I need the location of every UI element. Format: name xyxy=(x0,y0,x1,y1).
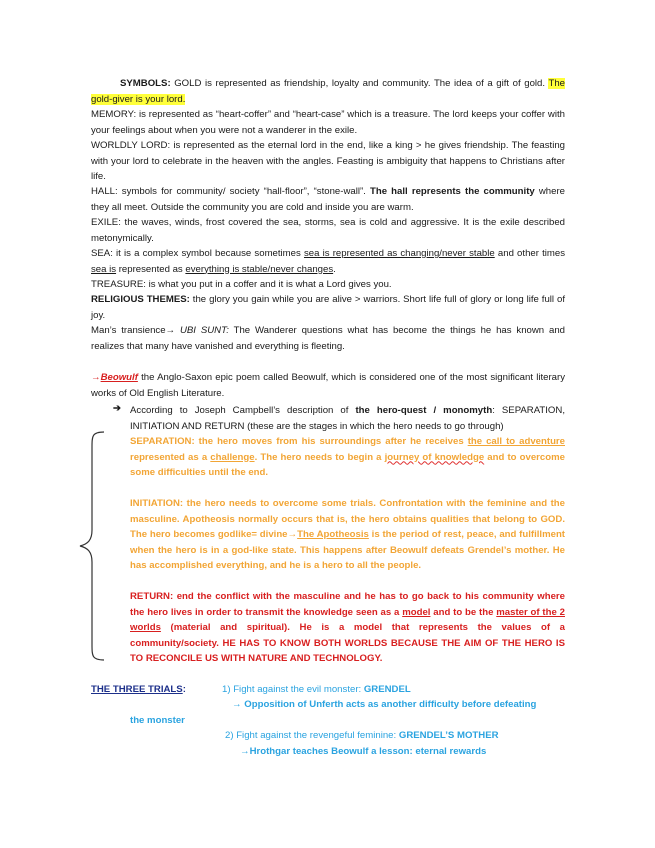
three-trials-title: THE THREE TRIALS xyxy=(91,684,183,695)
sea-text-4: . xyxy=(333,263,336,275)
hall-rest: where they all meet. Outside the community you are cold and inside you are warm. xyxy=(91,186,565,213)
trial-2-text: 2) Fight against the revengeful feminine: xyxy=(225,730,399,741)
initiation-text-2: is the period of rest, peace, and fulfillment when the hero is in a god-like state. This happens after Beowulf defeats Grendel’s mother. He has accomplished everything, and he is a hero to all the people. xyxy=(130,529,565,572)
religious-text: the glory you gain while you are alive > warriors. Short life full of glory or long life full of joy. xyxy=(91,294,565,321)
campbell-text-2: : SEPARATION, INITIATION AND RETURN (these are the stages in which the hero needs to go through) xyxy=(130,405,565,432)
trial-1-text: 1) Fight against the evil monster: xyxy=(222,684,364,695)
model-underline: model xyxy=(402,606,431,618)
trial-1-sub: → Opposition of Unferth acts as another difficulty before defeating xyxy=(232,699,537,710)
beowulf-paragraph xyxy=(91,370,565,401)
symbols-paragraph xyxy=(91,76,565,107)
worldly-lord-paragraph: WORLDLY LORD: is represented as the eternal lord in the end, like a king > he gives friendship. The feasting with your lord to celebrate in the heaven with the angles. Feasting is ambiguity that happens to Christians after life. xyxy=(91,140,565,183)
campbell-paragraph xyxy=(130,403,565,434)
religious-label: RELIGIOUS THEMES: xyxy=(91,294,190,305)
initiation-paragraph xyxy=(130,496,565,574)
separation-text-4: and to overcome some difficulties until the end. xyxy=(130,451,565,479)
three-trials-heading xyxy=(91,682,186,698)
transience-paragraph xyxy=(91,323,565,354)
treasure-paragraph: TREASURE: is what you put in a coffer and it is what a Lord gives you. xyxy=(91,279,392,290)
campbell-text-1: According to Joseph Campbell’s description of xyxy=(130,405,356,416)
hall-bold: The hall represents the community xyxy=(369,186,535,197)
separation-text-1: SEPARATION: the hero moves from his surroundings after he receives xyxy=(130,436,468,447)
memory-paragraph: MEMORY: is represented as “heart-coffer” and “heart-case” which is a treasure. The lord keeps your coffer with your feelings about when you were not a wanderer in the exile. xyxy=(91,109,565,136)
separation-text-3: . The hero needs to begin a xyxy=(254,451,385,463)
curly-brace-icon xyxy=(78,430,108,662)
transience-text-2: The Wanderer questions what has become the things he has known and realizes that many have vanished and everything is fleeting. xyxy=(91,325,566,352)
trial-2 xyxy=(225,728,499,744)
trial-2-grendels-mother: GRENDEL’S MOTHER xyxy=(398,730,499,741)
symbols-text: GOLD is represented as friendship, loyalty and community. The idea of a gift of gold. xyxy=(170,78,549,89)
return-text-3: (material and spiritual). He is a model that represents the values of a community/society. HE HAS TO KNOW BOTH WORLDS BECAUSE THE AIM OF THE HERO IS TO RECONCILE US WITH NATURE AND TECHNOLOGY. xyxy=(130,622,565,665)
hall-text: HALL: symbols for community/ society “hall-floor”, “stone-wall”. xyxy=(91,186,370,197)
campbell-bold: the hero-quest / monomyth xyxy=(355,405,493,416)
trial-1 xyxy=(222,682,411,698)
sea-underline-1: sea is represented as changing/never stable xyxy=(303,248,495,259)
gold-giver-highlight: The gold-giver is your lord. xyxy=(91,78,565,105)
apotheosis-underline: The Apotheosis xyxy=(297,529,369,541)
beowulf-text: the Anglo-Saxon epic poem called Beowulf, which is considered one of the most significant literary works of Old English Literature. xyxy=(91,372,565,399)
separation-text-2: represented as a xyxy=(130,451,211,463)
sea-text-1: SEA: it is a complex symbol because sometimes xyxy=(91,248,304,259)
return-paragraph xyxy=(130,589,565,667)
challenge-underline: challenge xyxy=(210,451,255,463)
sea-paragraph xyxy=(91,246,565,277)
beowulf-title: Beowulf xyxy=(100,372,138,383)
ubi-sunt-italic: UBI SUNT: xyxy=(179,325,229,336)
journey-of-knowledge: journey of knowledge xyxy=(384,451,485,463)
hall-paragraph xyxy=(91,184,565,215)
trial-1-grendel: GRENDEL xyxy=(363,684,411,695)
transience-text-1: Man’s transience→ xyxy=(91,325,180,336)
initiation-text-1: INITIATION: the hero needs to overcome some trials. Confrontation with the feminine and the masculine. Apotheosis normally occurs that is, the hero obtains qualities that belong to GOD. The hero becomes godlike= divine→ xyxy=(130,498,565,541)
sea-underline-2: sea is xyxy=(91,263,117,275)
sea-text-3: represented as xyxy=(116,263,186,275)
trial-1-sub-cont: the monster xyxy=(130,715,185,726)
call-to-adventure: the call to adventure xyxy=(467,436,565,447)
religious-paragraph xyxy=(91,292,565,323)
return-text-2: and to be the xyxy=(430,606,497,618)
campbell-bullet-arrow-icon: ➔ xyxy=(113,403,122,414)
master-of-worlds-underline: master of the 2 worlds xyxy=(130,606,565,634)
separation-paragraph xyxy=(130,434,565,481)
exile-paragraph: EXILE: the waves, winds, frost covered the sea, storms, sea is cold and aggressive. It is the exile described metonymically. xyxy=(91,217,565,244)
return-text-1: RETURN: end the conflict with the masculine and he has to go back to his community where the hero lives in order to transmit the knowledge seen as a xyxy=(130,591,565,618)
trial-2-sub: →Hrothgar teaches Beowulf a lesson: eternal rewards xyxy=(240,746,487,757)
sea-text-2: and other times xyxy=(494,248,566,259)
three-trials-colon: : xyxy=(182,684,186,695)
symbols-label: SYMBOLS: xyxy=(120,78,171,89)
sea-underline-3: everything is stable/never changes xyxy=(185,263,334,275)
beowulf-arrow-icon: → xyxy=(91,372,101,383)
